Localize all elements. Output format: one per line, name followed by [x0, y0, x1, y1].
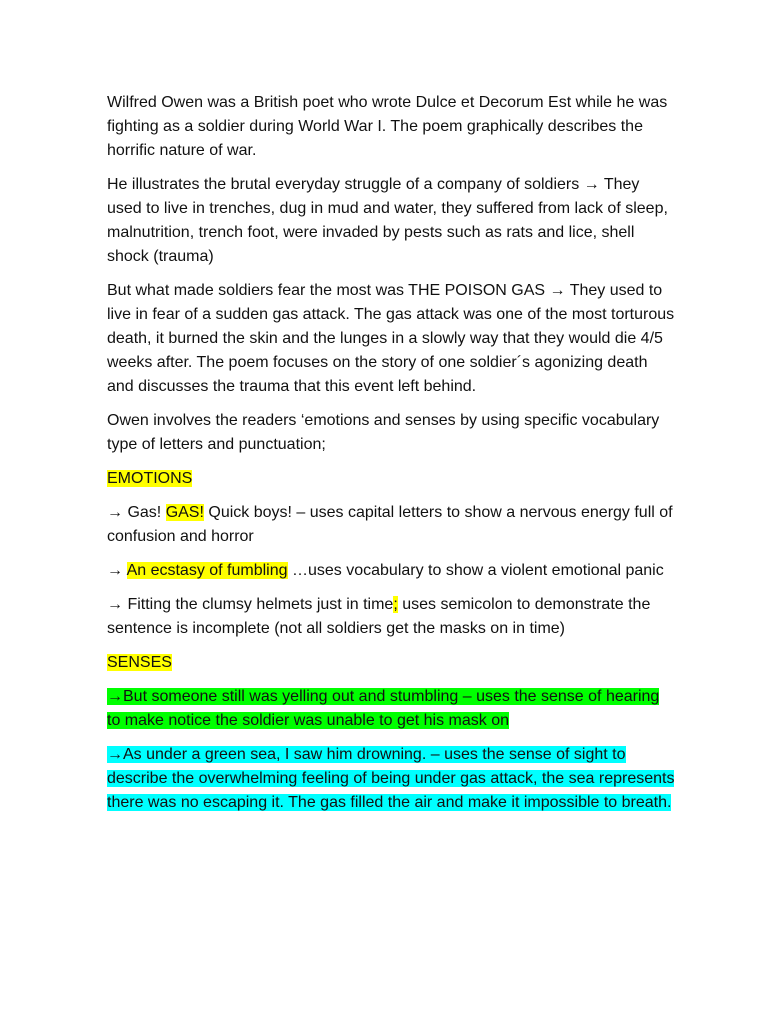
emotions-heading	[107, 467, 677, 491]
emotion-gas-arrow: →	[107, 504, 128, 521]
emotion-item-ecstasy	[107, 559, 677, 583]
sense-item-hearing	[107, 685, 677, 733]
emotions-heading-text: EMOTIONS	[107, 470, 193, 487]
document-page	[107, 91, 677, 825]
emotion-gas-before: Gas!	[127, 504, 166, 521]
emotion-helmets-highlight: ;	[393, 596, 398, 613]
emotion-ecstasy-after: …uses vocabulary to show a violent emotional panic	[287, 562, 664, 579]
emotion-item-helmets	[107, 593, 677, 641]
senses-heading-text: SENSES	[107, 654, 172, 671]
sense-hearing-text: →But someone still was yelling out and stumbling – uses the sense of hearing to make notice the soldier was unable to get his mask on	[107, 688, 660, 729]
sense-sight-text: →As under a green sea, I saw him drowning. – uses the sense of sight to describe the overwhelming feeling of being under gas attack, the sea represents there was no escaping it. The gas filled the air and make it impossible to breath.	[107, 746, 675, 811]
emotion-gas-after: Quick boys! – uses capital letters to show a nervous energy full of confusion and horror	[107, 504, 673, 545]
intro-paragraph: Wilfred Owen was a British poet who wrote Dulce et Decorum Est while he was fighting as a soldier during World War I. The poem graphically describes the horrific nature of war.	[107, 94, 668, 159]
emotion-item-gas	[107, 501, 677, 549]
struggle-paragraph: He illustrates the brutal everyday struggle of a company of soldiers → They used to live in trenches, dug in mud and water, they suffered from lack of sleep, malnutrition, trench foot, were invaded by pests such as rats and lice, shell shock (trauma)	[107, 176, 668, 265]
emotion-gas-highlight: GAS!	[165, 504, 204, 521]
emotion-helmets-before: → Fitting the clumsy helmets just in time	[107, 596, 394, 613]
emotion-ecstasy-highlight: An ecstasy of fumbling	[126, 562, 288, 579]
poison-gas-paragraph: But what made soldiers fear the most was THE POISON GAS → They used to live in fear of a sudden gas attack. The gas attack was one of the most torturous death, it burned the skin and the lunges in a slowly way that they would die 4/5 weeks after. The poem focuses on the story of one soldier´s agonizing death and discusses the trauma that this event left behind.	[107, 282, 675, 395]
emotion-helmets-after: uses semicolon to demonstrate the sentence is incomplete (not all soldiers get the masks on in time)	[107, 596, 651, 637]
devices-paragraph: Owen involves the readers ‘emotions and senses by using specific vocabulary type of letters and punctuation;	[107, 412, 660, 453]
sense-item-sight	[107, 743, 677, 815]
senses-heading	[107, 651, 677, 675]
emotion-ecstasy-arrow: →	[107, 562, 127, 579]
